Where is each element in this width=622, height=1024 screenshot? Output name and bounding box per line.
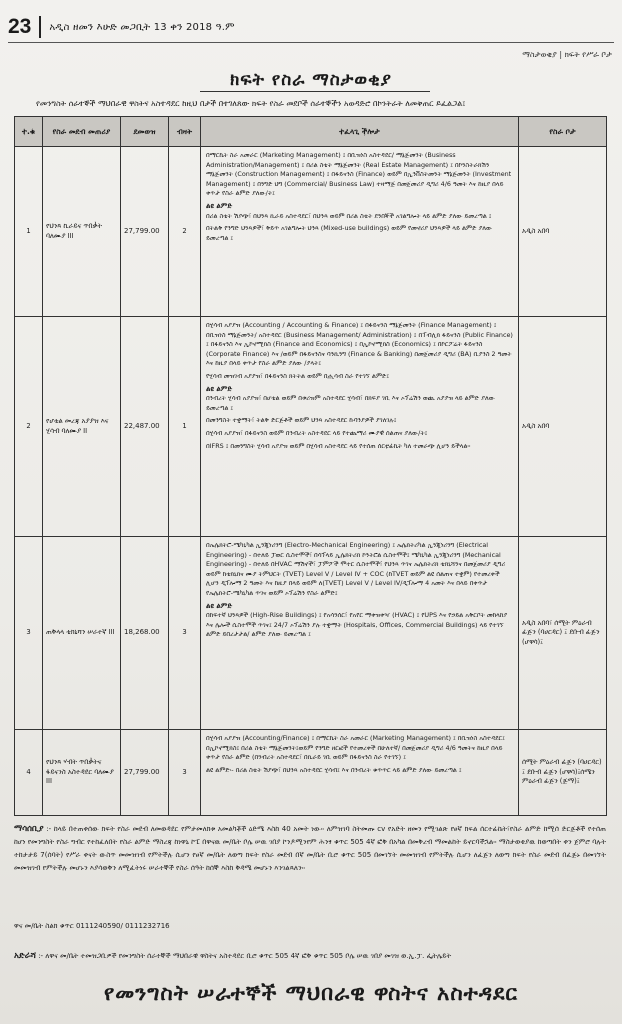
phone-line: ዋና መ/ቤት ስልክ ቁጥር 0111240590/ 0111232716 [14, 922, 170, 930]
experience-heading: ልዩ ልምድ [206, 601, 233, 610]
quantity: 3 [169, 537, 201, 730]
work-place: አዲስ አበባ፣ ሰሚት ምዕራብ ፊጅን (ባሀርዳር) ፤ ደቡብ ፊጅን (ሆዋሳ)፤ [519, 537, 607, 730]
work-place: አዲስ አበባ [519, 147, 607, 317]
vacancy-table [14, 116, 607, 816]
col-header-no: ተ.ቁ [15, 117, 43, 147]
work-place: ሰሚት ምዕራብ ፊጅን (ባሀርዳር) ፤ ደቡብ ፊጅን (ሆዋሳ)፤ሰሜን ምዕራብ ፊጅን (ጅማ)፤ [519, 730, 607, 816]
row-number: 4 [15, 730, 43, 816]
table-header-row [15, 117, 607, 147]
title-underline [200, 91, 430, 92]
announcement-title: ክፍት የስራ ማስታወቂያ [230, 70, 392, 90]
salary: 27,799.00 [121, 730, 169, 816]
col-header-title: የስራ መደብ መጠሪያ [43, 117, 121, 147]
requirements [201, 730, 519, 816]
job-title: የሆቴል መረጃ አያያዝ እና ሂሳብ ባለሙያ II [43, 317, 121, 537]
header-divider [8, 42, 614, 43]
table-row [15, 537, 607, 730]
requirement-text: በሪል ስቴት ሽያጭ፣ በህንጻ ኪራይ አስተዳደር፣ በህንጻ ወይም በሪል ስቴት ደንበኞች አገልግሎት ላይ ልምድ ያለው ይመረጣል ፤ [206, 211, 492, 220]
requirement-text: በIFRS ፤ በመንግስት ሂሳብ አያያዝ ወይም በሂሳብ አስተዳደር ላይ የተሰጠ ሰርቲፊኬት ካለ ተመራጭ ሊሆን ይችላል፡፡ [206, 441, 471, 450]
quantity: 2 [169, 147, 201, 317]
organization-name: የመንግስት ሠራተኞች ማህበራዊ ዋስትና አስተዳደር [103, 980, 519, 1005]
requirement-text: በሂሳብ አያያዝ (Accounting / Accounting & Finance) ፤ በፋይናንስ ማኔጅመንት (Finance Management) ፤ በቢዝነስ ማኔጅመንት/ አስተዳደር (Business Management/ Administration) ፤ በፐብሊክ ፋይናንስ (Public Finance) ፤ በፋይናንስ እና ኢኮኖሚክስ (Finance and Economics) ፤ በኢኮኖሚክስ (Economics) ፤ በኮርፖሬት ፋይናንስ (Corporate Finance) እና /ወይም በፋይናንስና ባንኪንግ (Finance & Banking) በመጀመሪያ ዲግሪ (BA) ቢያንስ 2 ዓመት እና ከዚያ በላይ ቀጥታ የስራ ልምድ ያለው /ያላት፤ [206, 321, 513, 368]
salary: 22,487.00 [121, 317, 169, 537]
job-title: ጠቅላላ ቴክኒሻን ሠራተኛ III [43, 537, 121, 730]
page-number: 23 [8, 16, 41, 38]
section-label: ማስታወቂያ | ክፍት የሥራ ቦታ [522, 50, 612, 59]
row-number: 2 [15, 317, 43, 537]
table-row [15, 317, 607, 537]
salary: 27,799.00 [121, 147, 169, 317]
row-number: 1 [15, 147, 43, 317]
requirement-text: በመንግስት ተቋማት፣ ትልቅ ድርጅቶች ወይም ህንጻ አስተዳደር ኩባንያዎች ያገለገሉ፤ [206, 416, 397, 425]
requirement-text: በማርኬት ስራ አመራር (Marketing Management) ፤ በቢዝነስ አስተዳደር/ ማኔጅመንት (Business Administration/Management) ፤ በሪል ስቴት ማኔጅመንት (Real Estate Management) ፤ በኮንስትራክሽን ማኔጅመንት (Construction Management) ፤ በፋይናንስ (Finance) ወይም በኢንቨስትመንት ማኔጅመንት (Investment Management) ፤ በንግድ ህግ (Commercial/ Business Law) ተዛማጅ በመጀመሪያ ዲግሪ 4/6 ዓመት እና ከዚያ በላይ ቀጥታ የስራ ልምድ ያለው/ት፤ [206, 151, 512, 198]
salary: 18,268.00 [121, 537, 169, 730]
job-title: የህንጻ ሃብት ጥበቃትና ፋይናንስ አስተዳደር ባለሙያ III [43, 730, 121, 816]
requirement-text: በሂሳብ አያያዝ፣ በፋይናንስ ወይም በንብረት አስተዳደር ላይ የተጨማሪ ሙያዊ ሰልጠና ያለው/ት፤ [206, 428, 428, 437]
col-header-place: የስራ ቦታ [519, 117, 607, 147]
col-header-salary: ደመወዝ [121, 117, 169, 147]
notice-label: ማሳሰቢያ [14, 823, 44, 833]
job-title: የህንጻ ኪራይና ጥበቃት ባለሙያ III [43, 147, 121, 317]
table-row [15, 147, 607, 317]
quantity: 3 [169, 730, 201, 816]
table-row [15, 730, 607, 816]
issue-date-line: አዲስ ዘመን እሁድ መጋቢት 13 ቀን 2018 ዓ.ም [49, 21, 235, 33]
experience-heading: ልዩ ልምድ [206, 384, 233, 393]
requirement-text: በንብረት ሂሳብ አያያዝ፣ በሆቴል ወይም በቱሪዝም አስተዳደር ሂሳብ፣ በክፍያ ገቢ እና ኦፕሬሽን ወጪ አያያዝ ላይ ልምድ ያለው ይመረጣል ፤ [206, 394, 495, 412]
announcement-intro: የመንግስት ሰራተኞች ማህበራዊ ዋስትና አስተዳደር ከዚህ በታች በተገለጸው ክፍት የስራ መደቦች ሰራተኞችን አወዳድሮ በኮንትራት ለመቅጠር ይፈልጋል፤ [36, 99, 466, 108]
address-label: አድራሻ [14, 950, 36, 960]
col-header-requirements: ተፈላጊ ችሎታ [201, 117, 519, 147]
requirements [201, 147, 519, 317]
quantity: 1 [169, 317, 201, 537]
requirement-text: ልዩ ልምድ፡- በሪል ስቴት ሽያጭ፣ በህንጻ አስተዳደር ሂሳብ፤ እና በንብረት ቁጥጥር ላይ ልምድ ያለው ይመረጣል ፤ [206, 765, 462, 774]
address-line [14, 950, 451, 961]
experience-heading: ልዩ ልምድ [206, 201, 233, 210]
requirement-text: የሂሳብ መዝገብ አያያዝ፣ በፋይናንስ ክትትል ወይም በሒሳብ ስራ የተገኘ ልምድ፤ [206, 371, 389, 380]
notice-paragraph [14, 822, 606, 875]
work-place: አዲስ አበባ [519, 317, 607, 537]
notice-text: :- ከላይ በተጠቀሰው ክፍት የስራ መደብ ለመወዳደር የምታመለክቱ አመልካቾች ዕድሜ እስከ 40 አመት ነው፡፡ ለምዝገባ ስትመጡ cv የአድት ዘመን የሚገልጽ የፀኛ ክፍል ሰርተፊኬት፣የስራ ልምድ ከሚሰ ድርጅቶች የተሰጠ ከሆነ የመንግስት የስራ ግብር የተከፈለበት የስራ ልምድ ማስረጃ ከነዋኒ ኮፒ በዋናዉ መ/ቤት ቦሌ ሠዉ ገበያ ኮንዶሚንየም ሕንፃ ቁጥር 505 4ኛ ፎቅ በአካል በመቅረብ ማመልከት ይኖርባችኋል፡፡ ማስታወቂያዉ ከወጣበት ቀን ጀምሮ ባሉት ተከታታይ 7(ሰባት) የሥራ ቀናት ውስጥ መመዝገብ የምትችሉ ሲሆን የፀኛ መ/ቤት ለወጣ ክፍት የስራ መደብ በኛ መ/ቤት ቢሮ ቁጥር 505 በመገኘት መመዝገብ የምትችሉ ሲሆን ለፈጅን ለወጣ ክፍት የስራ መደብ በፈጅኑ በመገኘት መመዝገብ የምትችሉ መሆኑን እያሳወቅን ለሚፈትነሩ ሠራተኞች የስራ ሰዓት ከሰኞ እስከ ቅዳሜ መሆኑን እንገልጻለን፡፡ [14, 825, 606, 872]
col-header-qty: ብዛት [169, 117, 201, 147]
page-header [8, 14, 614, 40]
requirement-text: በትልቅ የንግድ ህንጻዎች፣ ቅይጥ አገልግሎት ህንጻ (Mixed-use buildings) ወይም የመኖሪያ ህንጻዎች ላይ ልምድ ያለው ይመረጣል ፤ [206, 224, 493, 242]
row-number: 3 [15, 537, 43, 730]
address-text: :- ለዋና መ/ቤት ተመዝጋቢዎች የመንግስት ሰራተኞች ማህበራዊ ዋስትና አስተዳደር ቢሮ ቁጥር 505 4ኛ ፎቅ ቁጥር 505 ቦሌ ሠዉ ገበያ መገዝ ወ.ኢ.ፓ. ፌትሌይት [38, 952, 452, 960]
requirements [201, 317, 519, 537]
requirement-text: በኤሌክትሮ-ሜካኒካል ኢንጂነሪንግ (Electro-Mechanical Engineering) ፤ ኤሌክትሪካል ኢንጂነሪንግ (Electrical Engineering) - በተለይ ፓወር ሲስተሞች፣ በሳፕላይ ኢሌክትሪክ ኮንትሮል ሲስተሞች፤ ሜካኒካል ኢንጂነሪንግ (Mechanical Engineering) - በተለይ በHVAC ማሽኖች፣ ፓምፖች ሞተር ሲስተሞች፣ የህንጻ ጥገና ኤሌክትሪክ ቴክኒሻንና በመጀመሪያ ዲግሪ ወይም ከቴክኒክና ሙያ ትምህርት (TVET) Level V / Level IV + COC (ከTVET ወይም ልዩ ሰልጠና ተቋም) የተመረቀች ሊሆን ዲፕሎማ 2 ዓመት እና ከዚያ በላይ ወይም ለ(TVET) Level V / Level IV/ዲፕሎማ 4 አመት እና በላይ በቀጥታ የኤሌክትሮ-ሜካኒካል ጥገና ወይም ኦፕሬሽን የስራ ልምድ፤ [206, 541, 506, 597]
requirement-text: በሂሳብ አያያዝ (Accounting/Finance) ፤ በማርኬት ስራ አመራር (Marketing Management) ፤ በቢዝነስ አስተዳደር፤ በኢኮኖሚክስ፤ በሪል ስቴት ማኔጅመንት፤ወይም የንግድ ዘርፎች የተመረቀች በሁለተኛ/ በመጀመሪያ ዲግሪ 4/6 ዓመትና ከዚያ በላይ ቀጥታ የስራ ልምድ (በንብረት አስተዳደር፣ በኪራይ ገቢ ወይም በፋይናንስ ስራ የተገኘ) ፤ [206, 734, 505, 762]
requirements [201, 537, 519, 730]
requirement-text: በከፍተኛ ህንጻዎች (High-Rise Buildings) ፤ የአሳንሰር፣ የአየር ማቀዝቀዣ (HVAC) ፤ የUPS እና የኃይል አቅርቦት መከላከያ እና ሌሎች ሲስተሞች ጥገና፤ 24/7 ኦፕሬሽን ያሉ ተቋማት (Hospitals, Offices, Commercial Buildings) ላይ የተገኘ ልምድ ይበረታታል/ ልምድ ያለው ይመረጣል ፤ [206, 611, 508, 639]
